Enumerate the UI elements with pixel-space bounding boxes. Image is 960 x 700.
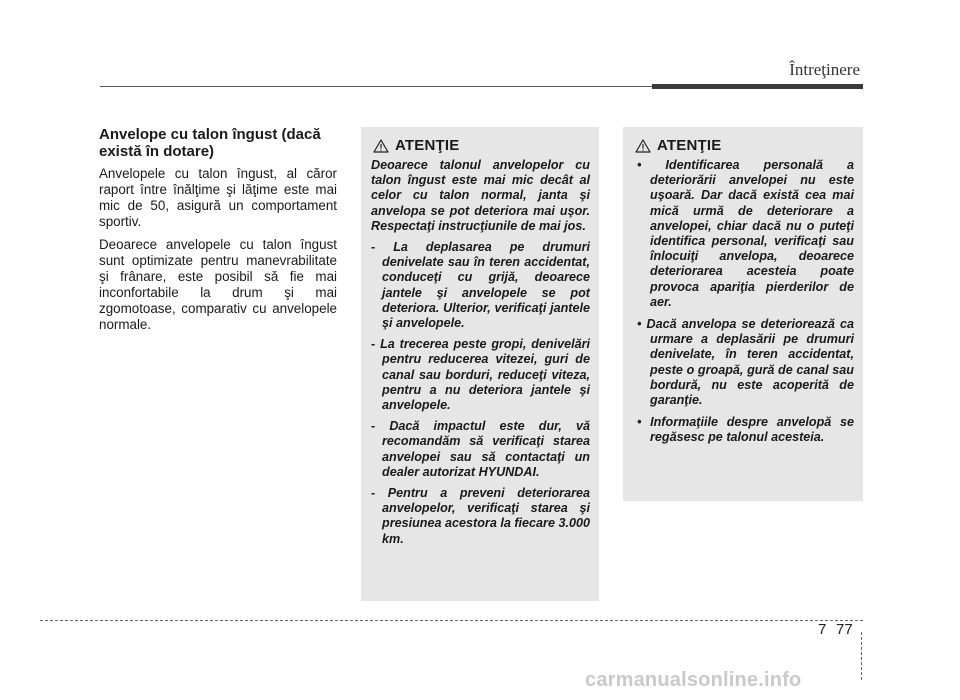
body-paragraph: Deoarece anvelopele cu talon îngust sunt optimizate pentru manevrabilitate şi frânare, este posibil să fie mai inconfortabile la drum şi mai zgomotoase, comparativ cu anvelopele normale. bbox=[99, 237, 337, 332]
left-column bbox=[99, 126, 337, 340]
warning-item: • Dacă anvelopa se deteriorează ca urmare a deplasării pe drumuri denivelate, în teren accidentat, peste o groapă, gură de canal sau bordură, nu este acoperită de garanţie. bbox=[637, 317, 854, 408]
warning-title: ATENŢIE bbox=[657, 137, 722, 154]
section-title: Anvelope cu talon îngust (dacă există în dotare) bbox=[99, 126, 321, 160]
chapter-number: 7 bbox=[818, 621, 827, 638]
warning-intro: Deoarece talonul anvelopelor cu talon îngust este mai mic decât al celor cu talon normal, janta şi anvelopa se pot deteriora mai uşor. Respectaţi instrucţiunile de mai jos. bbox=[371, 158, 590, 233]
watermark: carmanualsonline.info bbox=[585, 669, 802, 691]
warning-item: • Identificarea personală a deteriorării anvelopei nu este uşoară. Dar dacă există cea mai mică urmă de deteriorare a anvelopei, chiar dacă nu o puteţi identifica personal, verificaţi sau înlocuiţi anvelopa, deoarece deteriorarea acesteia poate provoca apariţia pierderilor de aer. bbox=[637, 158, 854, 309]
page-number: 77 bbox=[836, 621, 853, 638]
warning-box-2 bbox=[623, 127, 863, 501]
warning-title: ATENŢIE bbox=[395, 137, 460, 154]
warning-item: - Pentru a preveni deteriorarea anvelopelor, verificaţi starea şi presiunea acestora la fiecare 3.000 km. bbox=[371, 486, 590, 546]
warning-item: - La deplasarea pe drumuri denivelate sau în teren accidentat, conduceţi cu grijă, deoarece jantele şi anvelopele se pot deteriora. Ulterior, verificaţi jantele şi anvelopele. bbox=[371, 240, 590, 331]
warning-item: • Informaţiile despre anvelopă se regăsesc pe talonul acesteia. bbox=[637, 415, 854, 445]
warning-header bbox=[633, 137, 854, 154]
warning-item: - Dacă impactul este dur, vă recomandăm să verificaţi starea anvelopei sau să contactaţi un dealer autorizat HYUNDAI. bbox=[371, 419, 590, 479]
warning-item: - La trecerea peste gropi, denivelări pentru reducerea vitezei, guri de canal sau borduri, reduceţi viteza, pentru a nu deteriora jantele şi anvelopele. bbox=[371, 337, 590, 413]
header-accent-bar bbox=[652, 84, 863, 89]
footer-rule bbox=[40, 620, 863, 621]
body-paragraph: Anvelopele cu talon îngust, al căror raport între înălţime şi lăţime este mai mic de 50, asigură un comportament sportiv. bbox=[99, 166, 337, 229]
warning-triangle-icon bbox=[635, 139, 651, 153]
footer-divider bbox=[861, 632, 862, 680]
warning-triangle-icon bbox=[373, 139, 389, 153]
warning-header bbox=[371, 137, 590, 154]
chapter-title: Întreţinere bbox=[789, 60, 860, 79]
warning-box-1 bbox=[361, 127, 599, 601]
